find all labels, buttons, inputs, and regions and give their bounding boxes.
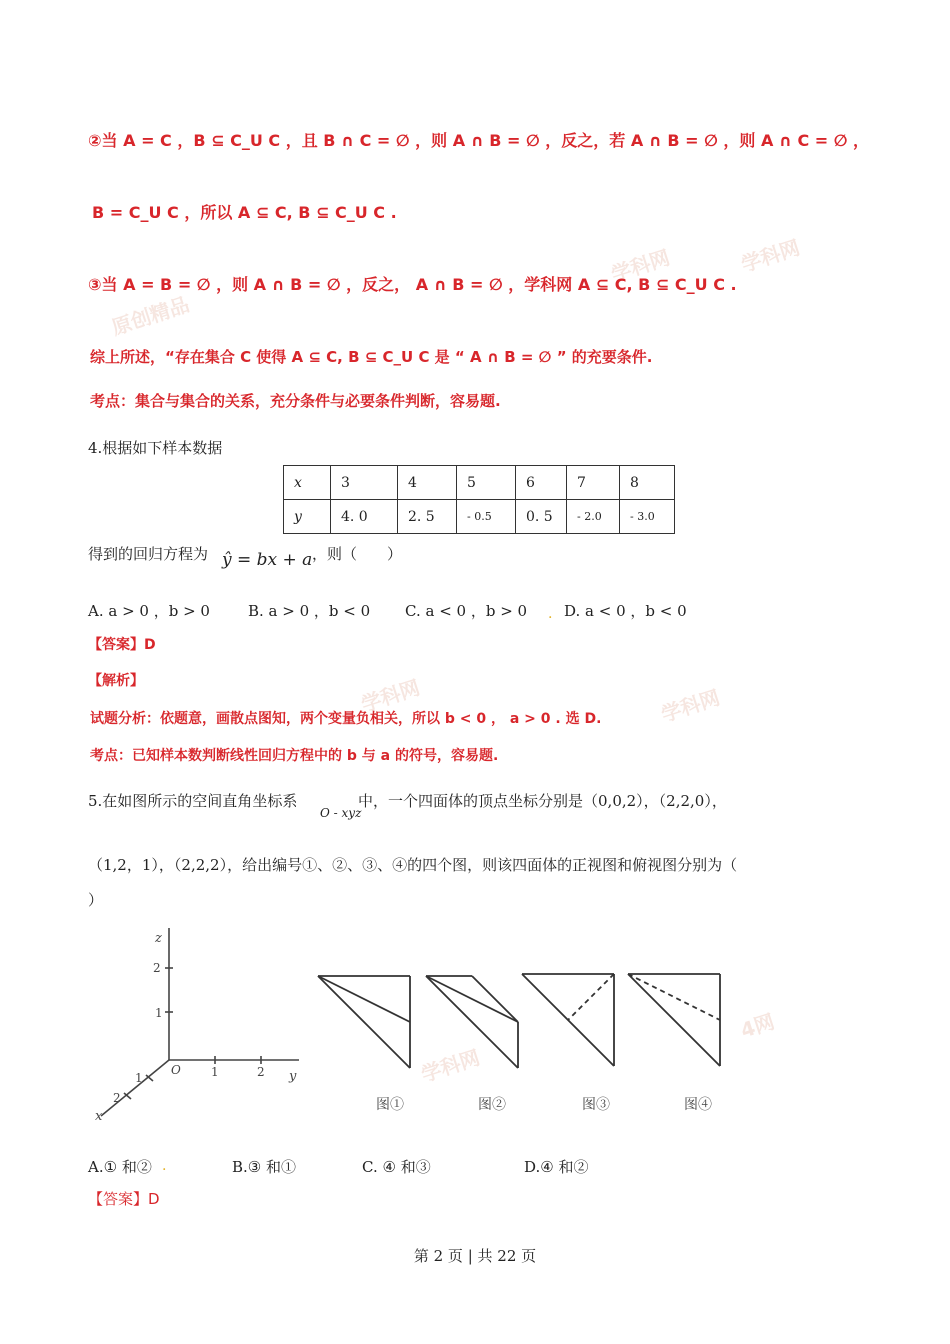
table-cell: 3: [331, 466, 398, 500]
origin-label: O: [171, 1063, 181, 1077]
table-cell: 2. 5: [398, 500, 457, 534]
solution-kaodian: 考点：集合与集合的关系，充分条件与必要条件判断，容易题.: [90, 392, 501, 410]
table-cell: - 2.0: [567, 500, 620, 534]
table-cell: - 3.0: [620, 500, 675, 534]
solution-line-4: 综上所述，“存在集合 C 使得 A ⊆ C, B ⊆ C_U C 是 “ A ∩ B = ∅ ” 的充要条件.: [90, 348, 653, 366]
watermark: 原创精品: [108, 292, 193, 340]
z-tick-label: 1: [155, 1006, 163, 1020]
y-tick-label: 1: [211, 1065, 219, 1079]
watermark: 学科网: [608, 245, 673, 287]
table-cell: 6: [516, 466, 567, 500]
stray-dot: .: [162, 1158, 167, 1174]
figure-4-label: 图④: [684, 1097, 712, 1113]
q4-option-a: A. a > 0 ，b > 0: [88, 602, 210, 620]
watermark: 学科网: [358, 675, 423, 717]
solution-line-2: B = C_U C ，所以 A ⊆ C, B ⊆ C_U C .: [92, 203, 397, 222]
x-axis: [101, 1060, 169, 1116]
page-footer: 第 2 页 | 共 22 页: [413, 1247, 537, 1265]
y-tick-label: 2: [257, 1065, 265, 1079]
z-axis-label: z: [155, 931, 162, 946]
table-cell: 0. 5: [516, 500, 567, 534]
sample-data-table: [283, 465, 675, 534]
q4-option-c: C. a < 0 ，b > 0: [405, 602, 528, 620]
q5-option-a: A.① 和②: [88, 1158, 152, 1176]
q4-option-b: B. a > 0 ，b < 0: [248, 602, 371, 620]
q4-option-d: D. a < 0 ，b < 0: [564, 602, 687, 620]
q5-stem-d: ）: [88, 891, 104, 909]
table-cell: 4. 0: [331, 500, 398, 534]
table-row: [284, 466, 675, 500]
figure-2-label: 图②: [478, 1097, 506, 1113]
x-tick-label: 2: [113, 1091, 121, 1105]
regression-equation: ŷ = bx + a: [222, 550, 313, 570]
q5-stem-b: 中，一个四面体的顶点坐标分别是（0,0,2），（2,2,0），: [358, 792, 727, 810]
figure-3-label: 图③: [582, 1097, 610, 1113]
watermark: 学科网: [738, 235, 803, 277]
table-row: [284, 500, 675, 534]
figure-2: [422, 972, 526, 1080]
watermark: 学科网: [658, 685, 723, 727]
watermark: 4网: [737, 1009, 778, 1043]
x-tick-label: 1: [135, 1071, 143, 1085]
figure-3: [518, 968, 622, 1080]
table-cell: 5: [457, 466, 516, 500]
q4-kaodian: 考点：已知样本数判断线性回归方程中的 b 与 a 的符号，容易题.: [90, 748, 499, 764]
table-cell: 4: [398, 466, 457, 500]
table-cell: 8: [620, 466, 675, 500]
figure-4: [624, 968, 728, 1080]
solution-line-1: ②当 A = C ，B ⊆ C_U C ，且 B ∩ C = ∅ ，则 A ∩ B = ∅ ，反之，若 A ∩ B = ∅ ，则 A ∩ C = ∅ ，: [88, 131, 870, 150]
coordinate-system-label: O - xyz: [320, 806, 362, 820]
table-cell: y: [284, 500, 331, 534]
q4-regression-suffix: ，则（ ）: [312, 545, 403, 563]
q4-stem: 4.根据如下样本数据: [88, 439, 223, 457]
z-tick-label: 2: [153, 961, 161, 975]
q5-option-d: D.④ 和②: [524, 1158, 589, 1176]
watermark: 学科网: [418, 1045, 483, 1087]
stray-dot: .: [548, 606, 553, 622]
solution-line-3: ③当 A = B = ∅ ，则 A ∩ B = ∅ ，反之， A ∩ B = ∅ ，学科网 A ⊆ C, B ⊆ C_U C .: [88, 275, 737, 294]
table-cell: - 0.5: [457, 500, 516, 534]
q4-analysis: 试题分析：依题意，画散点图知，两个变量负相关，所以 b < 0 ， a > 0 . 选 D.: [90, 711, 602, 727]
q4-analysis-title: 【解析】: [88, 673, 144, 689]
q5-stem-a: 5.在如图所示的空间直角坐标系: [88, 792, 298, 810]
q4-answer: 【答案】D: [88, 637, 156, 653]
q5-option-c: C. ④ 和③: [362, 1158, 431, 1176]
q5-stem-c: （1,2，1），（2,2,2），给出编号①、②、③、④的四个图，则该四面体的正视图和俯视图分别为（: [88, 856, 738, 874]
q4-regression-prefix: 得到的回归方程为: [88, 545, 209, 563]
q5-answer: 【答案】D: [88, 1190, 160, 1208]
x-axis-label: x: [95, 1109, 103, 1124]
figure-1-label: 图①: [376, 1097, 404, 1113]
y-axis-label: y: [289, 1069, 297, 1084]
table-cell: x: [284, 466, 331, 500]
table-cell: 7: [567, 466, 620, 500]
q5-option-b: B.③ 和①: [232, 1158, 297, 1176]
figure-1: [314, 972, 418, 1080]
coordinate-axes-figure: [85, 920, 325, 1130]
